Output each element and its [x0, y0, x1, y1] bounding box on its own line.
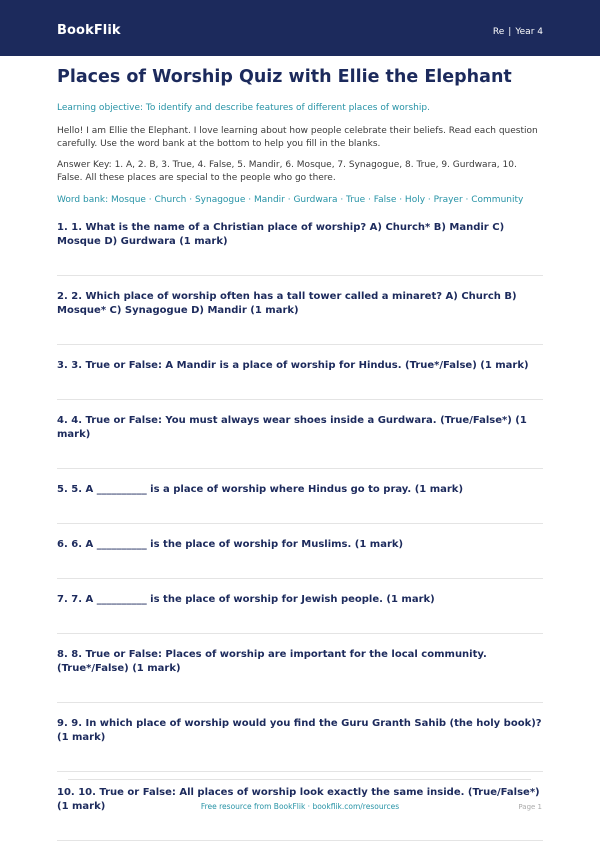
question-8: 8. 8. True or False: Places of worship are important for the local community. (True*/False) (1 mark): [57, 648, 543, 703]
question-5: 5. 5. A __________ is a place of worship where Hindus go to pray. (1 mark): [57, 483, 543, 524]
worksheet-content: [57, 66, 543, 855]
question-7: 7. 7. A __________ is the place of worship for Jewish people. (1 mark): [57, 593, 543, 634]
header-meta: [493, 27, 543, 37]
footer-divider: [68, 779, 531, 780]
question-3: 3. 3. True or False: A Mandir is a place of worship for Hindus. (True*/False) (1 mark): [57, 359, 543, 400]
question-10: 10. 10. True or False: All places of worship look exactly the same inside. (True/False*) (1 mark): [57, 786, 543, 841]
subject-label: Re: [492, 27, 505, 37]
question-6: 6. 6. A __________ is the place of worship for Muslims. (1 mark): [57, 538, 543, 579]
header-bar: [0, 0, 600, 56]
question-9: 9. 9. In which place of worship would you find the Guru Granth Sahib (the holy book)? (1 mark): [57, 717, 543, 772]
answer-key: Answer Key: 1. A, 2. B, 3. True, 4. False, 5. Mandir, 6. Mosque, 7. Synagogue, 8. True, 9. Gurdwara, 10. False. All these places are special to the people who go there.: [57, 160, 517, 183]
page-number: Page 1: [518, 803, 542, 811]
intro-text: Hello! I am Ellie the Elephant. I love learning about how people celebrate their beliefs. Read each question carefully. Use the word bank at the bottom to help you fill in the blanks.: [57, 126, 538, 149]
question-4: 4. 4. True or False: You must always wear shoes inside a Gurdwara. (True/False*) (1 mark): [57, 414, 543, 469]
year-label: Year 4: [515, 27, 543, 37]
question-list: [57, 221, 543, 841]
page-title: Places of Worship Quiz with Ellie the Elephant: [57, 67, 512, 87]
learning-objective: Learning objective: To identify and describe features of different places of worship.: [57, 103, 430, 113]
footer-credit[interactable]: Free resource from BookFlik · bookflik.com/resources: [200, 802, 400, 811]
word-bank: Word bank: Mosque · Church · Synagogue · Mandir · Gurdwara · True · False · Holy · Prayer · Community: [57, 195, 524, 205]
header-separator: |: [508, 27, 512, 37]
question-2: 2. 2. Which place of worship often has a tall tower called a minaret? A) Church B) Mosque* C) Synagogue D) Mandir (1 mark): [57, 290, 543, 345]
question-1: 1. 1. What is the name of a Christian place of worship? A) Church* B) Mandir C) Mosque D) Gurdwara (1 mark): [57, 221, 543, 276]
brand-logo[interactable]: BookFlik: [57, 23, 121, 38]
